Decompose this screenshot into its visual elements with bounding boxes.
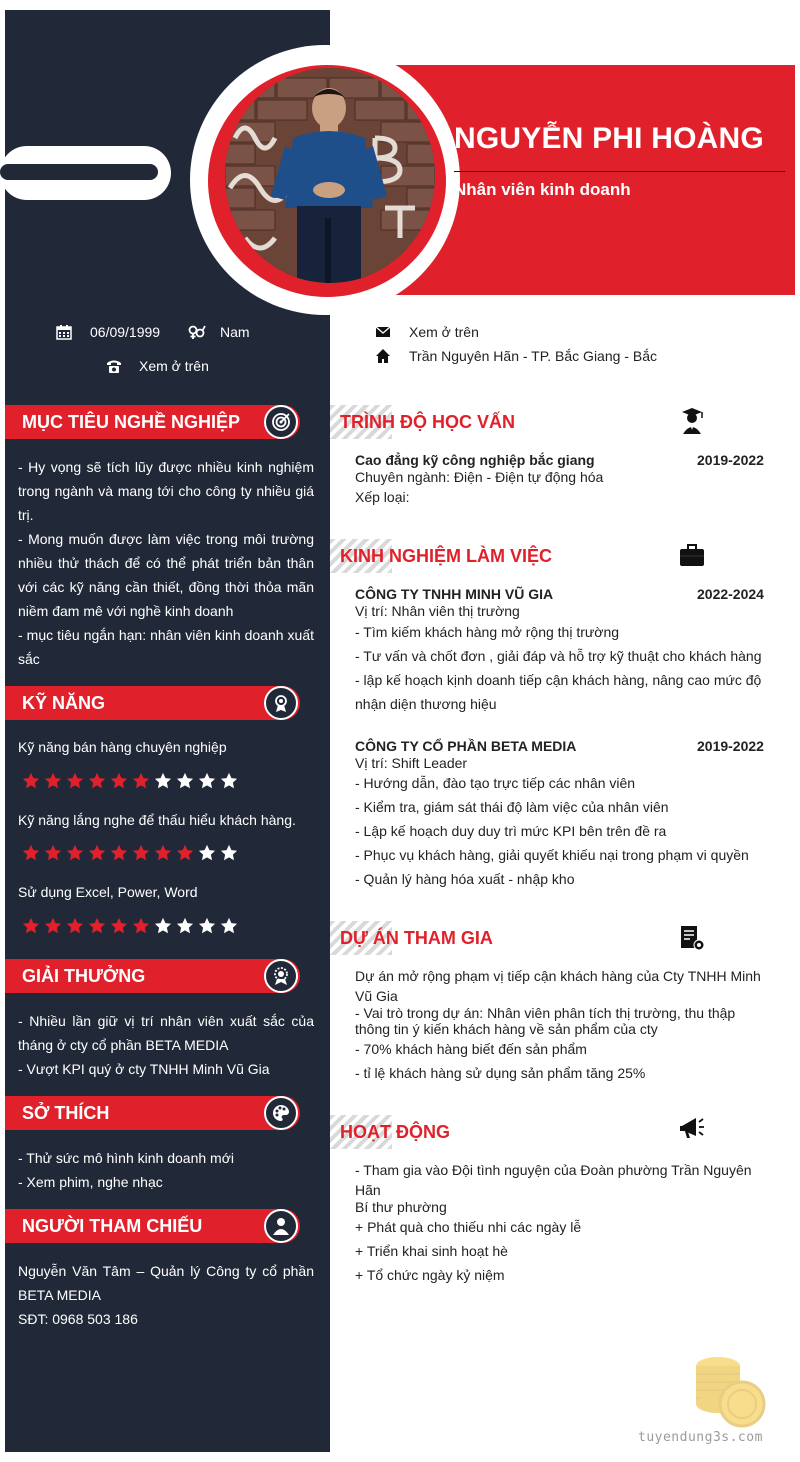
phone-icon bbox=[106, 358, 122, 374]
star-empty-icon bbox=[176, 917, 194, 935]
star-filled-icon bbox=[154, 844, 172, 862]
project-doc-icon bbox=[678, 924, 706, 952]
candidate-title: Nhân viên kinh doanh bbox=[454, 180, 631, 199]
job-period: 2019-2022 bbox=[697, 738, 764, 754]
star-empty-icon bbox=[198, 917, 216, 935]
name-divider bbox=[454, 171, 785, 172]
hobbies-text bbox=[18, 1146, 314, 1194]
skill-rating bbox=[22, 844, 238, 862]
references-text bbox=[18, 1259, 314, 1331]
job-duty: - Quản lý hàng hóa xuất - nhập kho bbox=[355, 871, 575, 887]
objective-line: - mục tiêu ngắn hạn: nhân viên kinh doanh xuất sắc bbox=[18, 627, 314, 667]
star-filled-icon bbox=[132, 844, 150, 862]
target-icon bbox=[264, 405, 298, 439]
phone-row bbox=[106, 358, 209, 374]
star-filled-icon bbox=[44, 917, 62, 935]
project-line: Vũ Gia bbox=[355, 988, 398, 1004]
award-line: - Vượt KPI quý ở cty TNHH Minh Vũ Gia bbox=[18, 1061, 270, 1077]
projects-title: DỰ ÁN THAM GIA bbox=[340, 928, 493, 948]
hobbies-title: SỞ THÍCH bbox=[22, 1103, 110, 1123]
activity-line: + Phát quà cho thiếu nhi các ngày lễ bbox=[355, 1219, 582, 1235]
project-line: Dự án mở rộng phạm vị tiếp cận khách hàng của Cty TNHH Minh bbox=[355, 968, 761, 984]
awards-text bbox=[18, 1009, 314, 1081]
star-filled-icon bbox=[44, 844, 62, 862]
job-duty: - lập kế hoạch kịnh doanh tiếp cận khách hàng, nâng cao mức độ bbox=[355, 672, 762, 688]
gender-value: Nam bbox=[220, 324, 250, 340]
references-title: NGƯỜI THAM CHIẾU bbox=[22, 1216, 203, 1236]
home-icon bbox=[375, 348, 391, 364]
job-duty: - Kiểm tra, giám sát thái độ làm việc của nhân viên bbox=[355, 799, 669, 815]
activity-line: Hãn bbox=[355, 1182, 381, 1198]
skill-name: Kỹ năng lắng nghe để thấu hiểu khách hàng. bbox=[18, 812, 296, 828]
gender-row bbox=[188, 324, 250, 340]
star-filled-icon bbox=[110, 772, 128, 790]
star-empty-icon bbox=[176, 772, 194, 790]
star-filled-icon bbox=[176, 844, 194, 862]
star-filled-icon bbox=[132, 772, 150, 790]
activity-line: + Triển khai sinh hoạt hè bbox=[355, 1243, 508, 1259]
skills-title: KỸ NĂNG bbox=[22, 693, 106, 713]
star-filled-icon bbox=[88, 772, 106, 790]
job-position: Vị trí: Shift Leader bbox=[355, 755, 468, 771]
project-line: thông tin ý kiến khách hàng về sản phẩm của cty bbox=[355, 1021, 658, 1037]
objective-title: MỤC TIÊU NGHỀ NGHIỆP bbox=[22, 412, 241, 432]
star-empty-icon bbox=[198, 772, 216, 790]
star-filled-icon bbox=[66, 917, 84, 935]
birthday-row bbox=[56, 324, 160, 340]
skill-badge-icon bbox=[264, 686, 298, 720]
objective-text bbox=[18, 455, 314, 671]
star-filled-icon bbox=[110, 844, 128, 862]
star-empty-icon bbox=[220, 917, 238, 935]
job-company: CÔNG TY CỔ PHẦN BETA MEDIA bbox=[355, 738, 577, 754]
star-filled-icon bbox=[66, 844, 84, 862]
experience-title: KINH NGHIỆM LÀM VIỆC bbox=[340, 546, 553, 566]
activity-line: + Tổ chức ngày kỷ niệm bbox=[355, 1267, 505, 1283]
objective-line: - Hy vọng sẽ tích lũy được nhiều kinh nghiệm trong ngành và mang tới cho công ty nhiều giá trị. bbox=[18, 459, 314, 523]
address-value: Trần Nguyên Hãn - TP. Bắc Giang - Bắc bbox=[409, 348, 657, 364]
education-rank: Xếp loại: bbox=[355, 489, 410, 505]
star-empty-icon bbox=[154, 917, 172, 935]
star-filled-icon bbox=[88, 844, 106, 862]
star-filled-icon bbox=[110, 917, 128, 935]
hobby-line: - Xem phim, nghe nhạc bbox=[18, 1174, 163, 1190]
activity-line: - Tham gia vào Đội tình nguyện của Đoàn phường Trần Nguyên bbox=[355, 1162, 752, 1178]
graduate-icon bbox=[678, 406, 706, 434]
watermark: tuyendung3s.com bbox=[638, 1430, 763, 1445]
job-company: CÔNG TY TNHH MINH VŨ GIA bbox=[355, 586, 554, 602]
envelope-icon bbox=[375, 324, 391, 340]
coins-icon bbox=[690, 1350, 770, 1430]
decor-pill-inner bbox=[0, 164, 158, 180]
email-value: Xem ở trên bbox=[409, 324, 479, 340]
job-position: Vị trí: Nhân viên thị trường bbox=[355, 603, 520, 619]
person-icon bbox=[264, 1209, 298, 1243]
star-filled-icon bbox=[22, 844, 40, 862]
star-filled-icon bbox=[132, 917, 150, 935]
star-empty-icon bbox=[198, 844, 216, 862]
reference-name: Nguyễn Văn Tâm – Quản lý Công ty cổ phần BETA MEDIA bbox=[18, 1263, 314, 1303]
star-filled-icon bbox=[66, 772, 84, 790]
star-empty-icon bbox=[220, 844, 238, 862]
education-title: TRÌNH ĐỘ HỌC VẤN bbox=[340, 412, 515, 432]
calendar-icon bbox=[56, 324, 72, 340]
education-major: Chuyên ngành: Điện - Điện tự động hóa bbox=[355, 469, 604, 485]
hobby-line: - Thử sức mô hình kinh doanh mới bbox=[18, 1150, 234, 1166]
project-line: - 70% khách hàng biết đến sản phẩm bbox=[355, 1041, 587, 1057]
star-filled-icon bbox=[88, 917, 106, 935]
education-school: Cao đẳng kỹ công nghiệp bắc giang bbox=[355, 452, 595, 468]
megaphone-icon bbox=[678, 1114, 706, 1142]
project-line: - tỉ lệ khách hàng sử dụng sản phẩm tăng 25% bbox=[355, 1065, 646, 1081]
education-period: 2019-2022 bbox=[697, 452, 764, 468]
job-duty: - Tư vấn và chốt đơn , giải đáp và hỗ trợ kỹ thuật cho khách hàng bbox=[355, 648, 762, 664]
address-row bbox=[375, 348, 657, 364]
phone-value: Xem ở trên bbox=[139, 358, 209, 374]
award-line: - Nhiều lần giữ vị trí nhân viên xuất sắc của tháng ở cty cổ phần BETA MEDIA bbox=[18, 1013, 314, 1053]
job-period: 2022-2024 bbox=[697, 586, 764, 602]
star-filled-icon bbox=[22, 772, 40, 790]
email-row bbox=[375, 324, 479, 340]
skill-rating bbox=[22, 917, 238, 935]
project-line: - Vai trò trong dự án: Nhân viên phân tích thị trường, thu thập bbox=[355, 1005, 736, 1021]
awards-title: GIẢI THƯỞNG bbox=[22, 966, 146, 986]
star-empty-icon bbox=[220, 772, 238, 790]
skill-rating bbox=[22, 772, 238, 790]
activity-line: Bí thư phường bbox=[355, 1199, 447, 1215]
briefcase-icon bbox=[678, 541, 706, 569]
job-duty: - Phục vụ khách hàng, giải quyết khiếu nại trong phạm vi quyền bbox=[355, 847, 749, 863]
activities-title: HOẠT ĐỘNG bbox=[340, 1122, 450, 1142]
star-empty-icon bbox=[154, 772, 172, 790]
skill-name: Sử dụng Excel, Power, Word bbox=[18, 884, 198, 900]
candidate-name: NGUYỄN PHI HOÀNG bbox=[454, 122, 764, 155]
skill-name: Kỹ năng bán hàng chuyên nghiệp bbox=[18, 739, 227, 755]
gender-icon bbox=[188, 324, 206, 340]
star-filled-icon bbox=[44, 772, 62, 790]
job-duty: - Tìm kiếm khách hàng mở rộng thị trường bbox=[355, 624, 620, 640]
reference-phone: SĐT: 0968 503 186 bbox=[18, 1311, 138, 1327]
job-duty: nhận diện thương hiệu bbox=[355, 696, 497, 712]
star-filled-icon bbox=[22, 917, 40, 935]
palette-icon bbox=[264, 1096, 298, 1130]
objective-line: - Mong muốn được làm việc trong môi trường nhiều thử thách để có thể phát triển bản thân với các kỹ năng cần thiết, đồng thời thỏa mãn niềm đam mê với nghề kinh doanh bbox=[18, 531, 314, 619]
avatar bbox=[225, 68, 435, 283]
job-duty: - Lập kế hoạch duy duy trì mức KPI bên trên đề ra bbox=[355, 823, 667, 839]
award-medal-icon bbox=[264, 959, 298, 993]
job-duty: - Hướng dẫn, đào tạo trực tiếp các nhân viên bbox=[355, 775, 636, 791]
birthday-value: 06/09/1999 bbox=[90, 324, 161, 340]
